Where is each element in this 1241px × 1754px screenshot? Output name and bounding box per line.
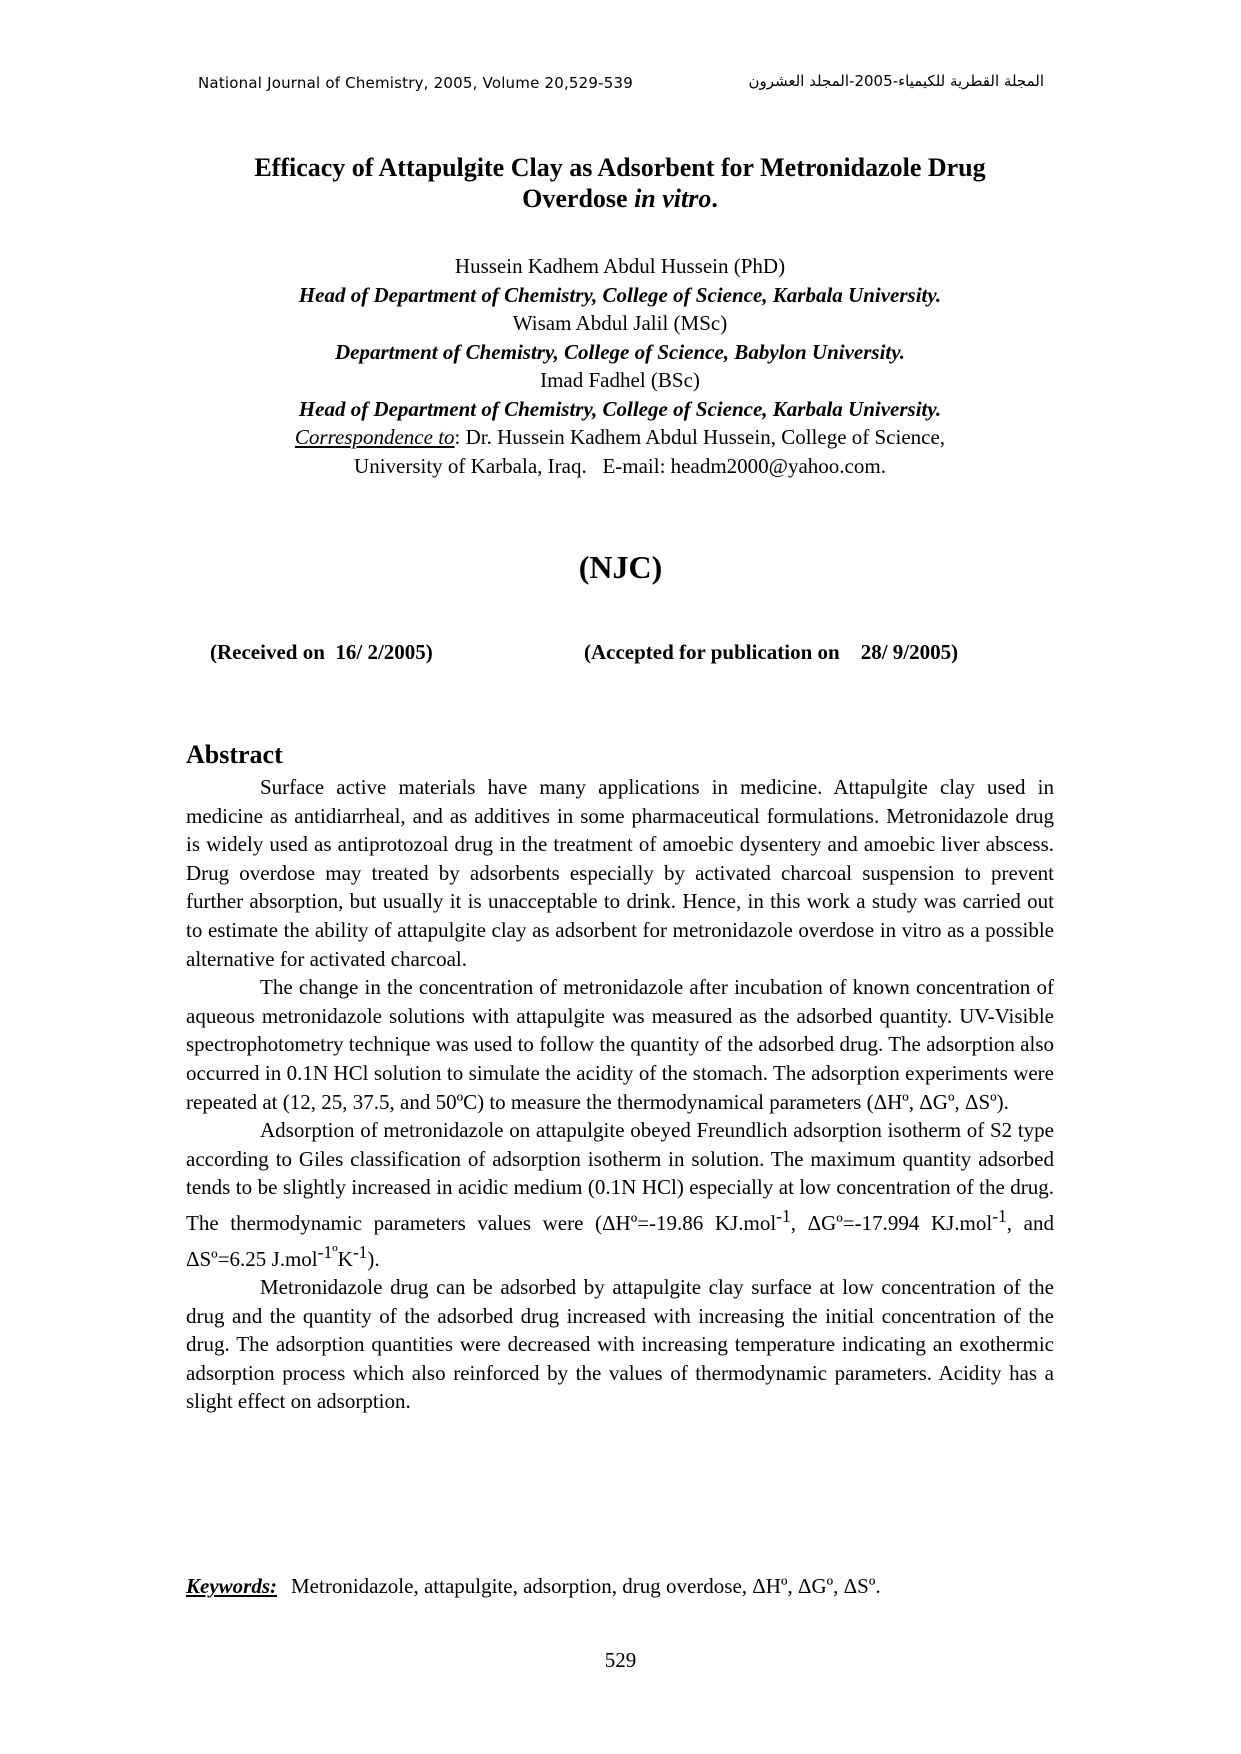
abstract-p3-dg: , ΔGº=-17.994 KJ.mol	[790, 1210, 993, 1235]
superscript: -1	[776, 1205, 791, 1226]
keywords	[186, 1574, 881, 1599]
title-line-2-end: .	[711, 184, 718, 213]
journal-header: National Journal of Chemistry, 2005, Volume 20,529-539	[198, 74, 634, 92]
correspondence-line-2: University of Karbala, Iraq. E-mail: headm2000@yahoo.com.	[354, 453, 886, 478]
correspondence-text: : Dr. Hussein Kadhem Abdul Hussein, College of Science,	[454, 425, 946, 449]
abstract-heading: Abstract	[186, 740, 283, 769]
author-2: Wisam Abdul Jalil (MSc)	[512, 311, 728, 335]
abstract-p3-text: Adsorption of metronidazole on attapulgite obeyed Freundlich adsorption isotherm of S2 type according to Giles classification of adsorption isotherm in solution. The maximum quantity adsorbed tends to be slightly increased in acidic medium (0.1N HCl) especially at low concentration of the drug. The thermodynamic parameters values were	[186, 1118, 1054, 1235]
abstract-paragraph-1: Surface active materials have many applications in medicine. Attapulgite clay used in medicine as antidiarrheal, and as additives in some pharmaceutical formulations. Metronidazole drug is widely used as antiprotozoal drug in the treatment of amoebic dysentery and amoebic liver abscess. Drug overdose may treated by adsorbents especially by activated charcoal suspension to prevent further absorption, but usually it is unacceptable to drink. Hence, in this work a study was carried out to estimate the ability of attapulgite clay as adsorbent for metronidazole overdose in vitro as a possible alternative for activated charcoal.	[186, 775, 1054, 971]
title-line-1: Efficacy of Attapulgite Clay as Adsorbent for Metronidazole Drug	[254, 153, 986, 182]
abstract-p3-ds: , and ΔSº=6.25 J.mol	[186, 1210, 1054, 1271]
title-line-2-main: Overdose	[522, 184, 635, 213]
abstract-p3-end: ).	[367, 1246, 380, 1271]
author-block	[150, 252, 1090, 480]
abstract-p3-dh: (ΔHº=-19.86 KJ.mol	[595, 1210, 777, 1235]
paper-title	[150, 152, 1090, 214]
abstract-body	[186, 773, 1054, 1416]
affiliation-3: Head of Department of Chemistry, College of Science, Karbala University.	[298, 396, 942, 421]
author-1: Hussein Kadhem Abdul Hussein (PhD)	[454, 254, 786, 278]
title-italic: in vitro	[634, 184, 712, 213]
affiliation-2: Department of Chemistry, College of Science, Babylon University.	[334, 339, 906, 364]
keywords-text: Metronidazole, attapulgite, adsorption, drug overdose, ΔHº, ΔGº, ΔSº.	[291, 1574, 881, 1598]
title-line-2	[150, 183, 1090, 214]
journal-tag: (NJC)	[578, 549, 663, 585]
affiliation-1: Head of Department of Chemistry, College of Science, Karbala University.	[298, 282, 942, 307]
keywords-label: Keywords:	[186, 1574, 277, 1598]
abstract-paragraph-3	[186, 1116, 1054, 1273]
arabic-journal-header: المجلة القطرية للكيمياء-2005-المجلد العشرون	[748, 72, 1044, 90]
abstract-paragraph-4: Metronidazole drug can be adsorbed by attapulgite clay surface at low concentration of the drug and the quantity of the adsorbed drug increased with increasing the initial concentration of the drug. The adsorption quantities were decreased with increasing temperature indicating an exothermic adsorption process which also reinforced by the values of thermodynamic parameters. Acidity has a slight effect on adsorption.	[186, 1275, 1054, 1414]
received-date: (Received on 16/ 2/2005)	[210, 640, 433, 664]
accepted-date: (Accepted for publication on 28/ 9/2005)	[584, 640, 959, 664]
correspondence	[150, 423, 1090, 452]
superscript: -1º	[317, 1241, 338, 1262]
page-number: 529	[604, 1648, 637, 1672]
author-3: Imad Fadhel (BSc)	[540, 368, 700, 392]
superscript: -1	[992, 1205, 1007, 1226]
superscript: -1	[352, 1241, 368, 1262]
abstract-p3-k: K	[337, 1246, 353, 1271]
correspondence-label: Correspondence to	[294, 425, 455, 449]
abstract-paragraph-2: The change in the concentration of metronidazole after incubation of known concentration of aqueous metronidazole solutions with attapulgite was measured as the adsorbed quantity. UV-Visible spectrophotometry technique was used to follow the quantity of the adsorbed drug. The adsorption also occurred in 0.1N HCl solution to simulate the acidity of the stomach. The adsorption experiments were repeated at (12, 25, 37.5, and 50ºC) to measure the thermodynamical parameters (ΔHº, ΔGº, ΔSº).	[186, 975, 1054, 1114]
